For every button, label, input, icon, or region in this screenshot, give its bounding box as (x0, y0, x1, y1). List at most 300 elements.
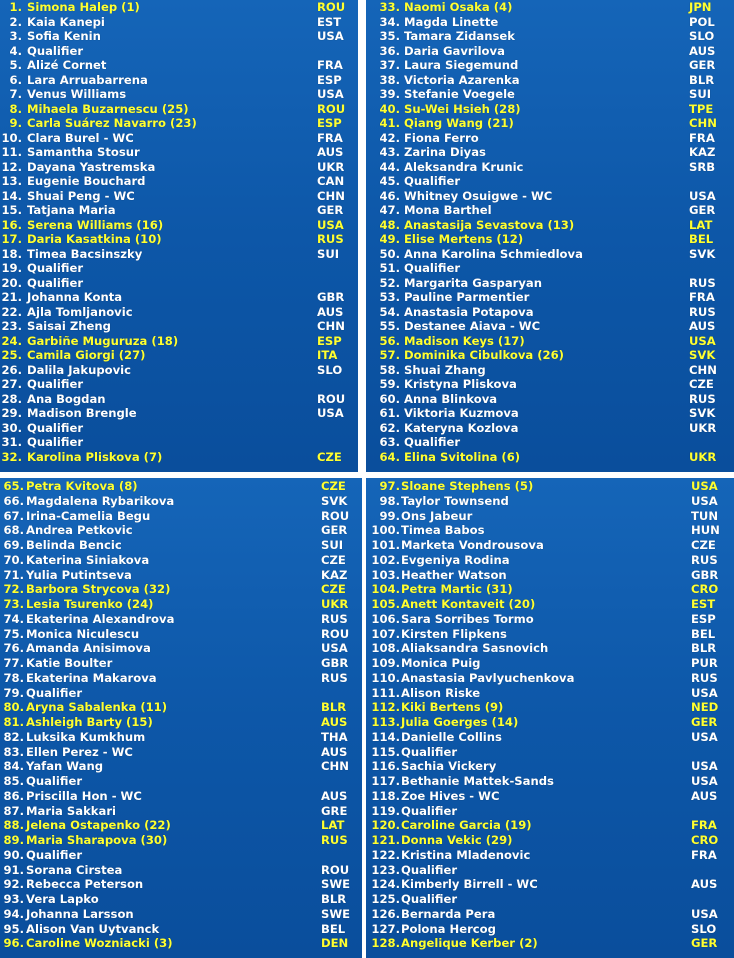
player-country-code: FRA (691, 847, 717, 862)
player-name: Amanda Anisimova (26, 641, 151, 656)
player-row (366, 44, 734, 59)
draw-position-number: 121. (371, 833, 400, 847)
draw-position-number: 23. (1, 319, 22, 333)
player-row (0, 877, 362, 892)
player-name: Danielle Collins (401, 729, 502, 744)
player-row (366, 553, 734, 568)
player-country-code: UKR (317, 159, 345, 174)
player-country-code: GBR (317, 290, 345, 304)
draw-position-number: 90. (3, 847, 24, 862)
player-name: Qualifier (26, 685, 83, 700)
player-row (0, 406, 358, 421)
player-name: Kirsten Flipkens (401, 626, 507, 641)
draw-position-number: 120. (371, 818, 400, 833)
draw-position-number: 61. (379, 406, 400, 420)
player-country-code: FRA (689, 290, 715, 304)
seeded-player-row (0, 700, 362, 715)
player-row (366, 145, 734, 160)
player-name: Destanee Aiava - WC (404, 319, 541, 333)
draw-position-number: 71. (3, 567, 24, 582)
seeded-player-row (0, 116, 358, 131)
draw-position-number: 34. (379, 14, 400, 29)
player-country-code: ESP (691, 611, 716, 626)
draw-position-number: 28. (1, 391, 22, 406)
player-country-code: ROU (321, 508, 350, 523)
player-country-code: RUS (321, 670, 348, 685)
draw-position-number: 21. (1, 290, 22, 304)
player-row (366, 363, 734, 378)
player-name: Dayana Yastremska (27, 159, 156, 174)
player-name: Petra Kvitova (8) (26, 479, 138, 493)
draw-position-number: 100. (371, 523, 400, 538)
player-country-code: SVK (321, 493, 348, 508)
player-row (366, 290, 734, 305)
player-country-code: ITA (317, 348, 338, 362)
draw-position-number: 29. (1, 406, 22, 420)
player-row (366, 759, 734, 774)
player-country-code: FRA (691, 818, 717, 833)
player-name: Yulia Putintseva (26, 567, 132, 582)
draw-position-number: 6. (9, 72, 22, 87)
player-country-code: LAT (321, 818, 345, 833)
draw-position-number: 25. (1, 348, 22, 362)
player-row (0, 29, 358, 44)
player-name: Priscilla Hon - WC (26, 788, 142, 803)
draw-position-number: 13. (1, 174, 22, 188)
draw-position-number: 62. (379, 420, 400, 435)
draw-position-number: 104. (371, 582, 400, 597)
draw-position-number: 52. (379, 275, 400, 290)
draw-position-number: 123. (371, 862, 400, 877)
player-country-code: CZE (321, 552, 346, 567)
player-name: Aleksandra Krunic (404, 159, 524, 174)
player-name: Magda Linette (404, 14, 499, 29)
player-name: Daria Gavrilova (404, 43, 505, 58)
draw-position-number: 43. (379, 145, 400, 159)
draw-position-number: 94. (3, 906, 24, 921)
draw-position-number: 63. (379, 435, 400, 449)
draw-position-number: 17. (1, 232, 22, 246)
draw-position-number: 82. (3, 729, 24, 744)
draw-position-number: 20. (1, 275, 22, 290)
seeded-player-row (366, 102, 734, 117)
player-country-code: SWE (321, 906, 351, 921)
player-row (0, 435, 358, 450)
player-country-code: AUS (317, 145, 344, 159)
player-row (0, 774, 362, 789)
player-name: Luksika Kumkhum (26, 729, 146, 744)
player-row (0, 247, 358, 262)
player-country-code: AUS (321, 744, 348, 759)
player-name: Naomi Osaka (4) (404, 0, 513, 14)
player-name: Zoe Hives - WC (401, 788, 500, 803)
player-country-code: ESP (317, 116, 342, 130)
draw-position-number: 11. (1, 145, 22, 159)
player-name: Margarita Gasparyan (404, 275, 543, 290)
player-name: Ekaterina Alexandrova (26, 611, 175, 626)
draw-position-number: 89. (3, 833, 24, 847)
draw-position-number: 75. (3, 626, 24, 641)
player-name: Garbiñe Muguruza (18) (27, 333, 179, 348)
player-country-code: UKR (689, 449, 717, 464)
player-name: Kiki Bertens (9) (401, 700, 504, 715)
player-name: Sachia Vickery (401, 759, 497, 774)
draw-position-number: 56. (379, 333, 400, 348)
seeded-player-row (0, 936, 362, 951)
player-row (366, 922, 734, 937)
seeded-player-row (366, 116, 734, 131)
player-row (0, 745, 362, 760)
seeded-player-row (366, 936, 734, 951)
seeded-player-row (366, 597, 734, 612)
player-name: Elina Svitolina (6) (404, 449, 521, 464)
player-row (366, 174, 734, 189)
player-row (0, 305, 358, 320)
player-country-code: CHN (689, 116, 717, 130)
draw-position-number: 84. (3, 759, 24, 774)
player-row (366, 641, 734, 656)
player-name: Qualifier (401, 803, 458, 818)
player-country-code: SUI (689, 87, 712, 101)
player-country-code: SLO (691, 921, 717, 936)
draw-panel-q2 (366, 0, 734, 472)
player-country-code: USA (317, 87, 344, 101)
draw-position-number: 116. (371, 759, 400, 774)
seeded-player-row (366, 582, 734, 597)
player-name: Yafan Wang (26, 759, 104, 774)
player-name: Caroline Wozniacki (3) (26, 936, 173, 951)
player-name: Tamara Zidansek (404, 29, 515, 43)
player-name: Johanna Konta (27, 290, 123, 304)
player-name: Monica Niculescu (26, 626, 140, 641)
draw-position-number: 109. (371, 656, 400, 670)
player-name: Fiona Ferro (404, 130, 479, 145)
player-row (366, 568, 734, 583)
player-row (0, 538, 362, 553)
player-row (0, 686, 362, 701)
player-country-code: SVK (689, 246, 716, 261)
player-row (366, 131, 734, 146)
player-name: Zarina Diyas (404, 145, 486, 159)
player-name: Kristyna Pliskova (404, 377, 517, 391)
draw-panel-q4 (366, 478, 734, 958)
player-row (366, 319, 734, 334)
player-row (366, 745, 734, 760)
player-row (0, 58, 358, 73)
draw-position-number: 98. (379, 493, 400, 508)
player-name: Angelique Kerber (2) (401, 936, 538, 951)
draw-panel-q3 (0, 478, 362, 958)
seeded-player-row (366, 218, 734, 233)
player-name: Vera Lapko (26, 892, 99, 906)
player-country-code: PUR (691, 656, 718, 670)
seeded-player-row (0, 218, 358, 233)
player-name: Whitney Osuigwe - WC (404, 188, 553, 203)
draw-position-number: 118. (371, 788, 400, 803)
draw-position-number: 105. (371, 597, 400, 611)
player-country-code: CZE (317, 449, 342, 464)
player-name: Barbora Strycova (32) (26, 582, 171, 597)
player-name: Magdalena Rybarikova (26, 493, 175, 508)
player-row (0, 789, 362, 804)
player-name: Monica Puig (401, 656, 481, 670)
player-row (366, 494, 734, 509)
player-name: Ajla Tomljanovic (27, 304, 133, 319)
seeded-player-row (366, 334, 734, 349)
draw-position-number: 111. (371, 685, 400, 700)
draw-position-number: 101. (371, 538, 400, 552)
player-name: Evgeniya Rodina (401, 552, 510, 567)
draw-position-number: 8. (9, 101, 22, 116)
player-country-code: AUS (691, 877, 718, 892)
draw-position-number: 80. (3, 700, 24, 715)
player-name: Sara Sorribes Tormo (401, 611, 534, 626)
player-country-code: CZE (321, 582, 346, 597)
draw-position-number: 69. (3, 538, 24, 552)
draw-position-number: 38. (379, 72, 400, 87)
player-country-code: RUS (689, 304, 716, 319)
player-country-code: BLR (691, 641, 717, 656)
player-name: Qualifier (27, 435, 84, 449)
draw-position-number: 45. (379, 174, 400, 188)
player-country-code: DEN (321, 936, 349, 951)
player-country-code: USA (691, 759, 718, 774)
player-country-code: RUS (317, 232, 344, 246)
player-country-code: SWE (321, 877, 351, 892)
player-name: Aryna Sabalenka (11) (26, 700, 168, 715)
player-row (366, 523, 734, 538)
player-row (366, 189, 734, 204)
player-row (0, 15, 358, 30)
player-country-code: SUI (317, 246, 340, 261)
draw-position-number: 77. (3, 656, 24, 670)
player-name: Pauline Parmentier (404, 290, 530, 304)
seeded-player-row (0, 0, 358, 15)
draw-position-number: 76. (3, 641, 24, 656)
player-country-code: SLO (689, 29, 715, 43)
player-country-code: BLR (321, 892, 347, 906)
draw-position-number: 126. (371, 906, 400, 921)
player-name: Caroline Garcia (19) (401, 818, 532, 833)
player-name: Daria Kasatkina (10) (27, 232, 162, 246)
draw-position-number: 88. (3, 818, 24, 833)
player-name: Taylor Townsend (401, 493, 509, 508)
draw-position-number: 110. (371, 670, 400, 685)
draw-position-number: 112. (371, 700, 400, 715)
player-name: Anna Karolina Schmiedlova (404, 246, 583, 261)
player-row (366, 538, 734, 553)
player-row (366, 730, 734, 745)
player-row (366, 421, 734, 436)
player-country-code: AUS (689, 319, 716, 333)
player-row (0, 848, 362, 863)
player-name: Jelena Ostapenko (22) (26, 818, 171, 833)
draw-position-number: 49. (379, 232, 400, 246)
player-row (0, 87, 358, 102)
player-row (366, 261, 734, 276)
draw-position-number: 47. (379, 203, 400, 217)
player-name: Shuai Peng - WC (27, 188, 135, 203)
seeded-player-row (366, 715, 734, 730)
player-name: Madison Brengle (27, 406, 137, 420)
player-name: Laura Siegemund (404, 58, 519, 72)
draw-position-number: 96. (3, 936, 24, 951)
player-country-code: GER (689, 203, 716, 217)
player-country-code: CZE (689, 377, 714, 391)
player-country-code: USA (691, 774, 718, 788)
player-country-code: TUN (691, 508, 719, 523)
draw-position-number: 102. (371, 552, 400, 567)
seeded-player-row (0, 334, 358, 349)
player-row (0, 656, 362, 671)
player-name: Mihaela Buzarnescu (25) (27, 101, 189, 116)
player-name: Qualifier (401, 862, 458, 877)
player-name: Ashleigh Barty (15) (26, 715, 153, 729)
draw-position-number: 48. (379, 217, 400, 232)
player-name: Elise Mertens (12) (404, 232, 524, 246)
player-name: Kateryna Kozlova (404, 420, 519, 435)
player-row (0, 290, 358, 305)
player-row (366, 87, 734, 102)
player-name: Sloane Stephens (5) (401, 479, 534, 493)
seeded-player-row (366, 0, 734, 15)
player-name: Qualifier (401, 892, 458, 906)
draw-position-number: 54. (379, 304, 400, 319)
player-row (366, 686, 734, 701)
player-name: Stefanie Voegele (404, 87, 515, 101)
player-country-code: GER (689, 58, 716, 72)
draw-position-number: 50. (379, 246, 400, 261)
player-country-code: CZE (691, 538, 716, 552)
player-name: Kristina Mladenovic (401, 847, 531, 862)
draw-position-number: 125. (371, 892, 400, 906)
player-name: Dalila Jakupovic (27, 362, 131, 377)
player-row (0, 203, 358, 218)
draw-position-number: 18. (1, 246, 22, 261)
player-country-code: FRA (317, 130, 343, 145)
player-country-code: BLR (321, 700, 347, 715)
draw-position-number: 87. (3, 803, 24, 818)
player-name: Aliaksandra Sasnovich (401, 641, 549, 656)
player-row (0, 922, 362, 937)
player-country-code: SUI (321, 538, 344, 552)
player-country-code: USA (321, 641, 348, 656)
draw-position-number: 3. (9, 29, 22, 43)
player-name: Saisai Zheng (27, 319, 111, 333)
draw-position-number: 39. (379, 87, 400, 101)
player-name: Carla Suárez Navarro (23) (27, 116, 197, 130)
player-name: Anett Kontaveit (20) (401, 597, 536, 611)
draw-position-number: 114. (371, 729, 400, 744)
player-name: Timea Babos (401, 523, 485, 538)
player-row (0, 671, 362, 686)
player-country-code: SVK (689, 406, 716, 420)
draw-position-number: 59. (379, 377, 400, 391)
seeded-player-row (0, 597, 362, 612)
player-row (366, 203, 734, 218)
draw-position-number: 86. (3, 788, 24, 803)
player-name: Andrea Petkovic (26, 523, 133, 538)
draw-position-number: 97. (379, 479, 400, 493)
player-row (0, 553, 362, 568)
draw-position-number: 55. (379, 319, 400, 333)
seeded-player-row (0, 582, 362, 597)
player-row (0, 804, 362, 819)
draw-position-number: 91. (3, 862, 24, 877)
player-name: Sofia Kenin (27, 29, 101, 43)
player-country-code: LAT (689, 217, 713, 232)
player-row (366, 612, 734, 627)
player-country-code: EST (691, 597, 716, 611)
player-country-code: GBR (691, 567, 719, 582)
seeded-player-row (366, 232, 734, 247)
draw-position-number: 1. (9, 0, 22, 14)
player-row (366, 305, 734, 320)
player-row (366, 656, 734, 671)
player-name: Camila Giorgi (27) (27, 348, 146, 362)
player-name: Mona Barthel (404, 203, 492, 217)
draw-position-number: 103. (371, 567, 400, 582)
player-name: Anna Blinkova (404, 391, 498, 406)
draw-position-number: 79. (3, 685, 24, 700)
player-country-code: FRA (317, 58, 343, 72)
player-row (366, 247, 734, 262)
player-row (0, 377, 358, 392)
player-country-code: HUN (691, 523, 720, 538)
draw-position-number: 30. (1, 420, 22, 435)
player-row (0, 261, 358, 276)
player-country-code: CZE (321, 479, 346, 493)
player-name: Qualifier (26, 847, 83, 862)
player-name: Johanna Larsson (26, 906, 134, 921)
seeded-player-row (0, 715, 362, 730)
draw-position-number: 128. (371, 936, 400, 951)
player-country-code: FRA (689, 130, 715, 145)
player-name: Su-Wei Hsieh (28) (404, 101, 521, 116)
player-name: Qualifier (401, 744, 458, 759)
player-name: Qiang Wang (21) (404, 116, 514, 130)
player-country-code: CRO (691, 833, 719, 847)
seeded-player-row (0, 479, 362, 494)
draw-position-number: 51. (379, 261, 400, 275)
player-country-code: RUS (321, 611, 348, 626)
player-name: Rebecca Peterson (26, 877, 144, 892)
draw-position-number: 65. (3, 479, 24, 493)
draw-position-number: 46. (379, 188, 400, 203)
player-country-code: CRO (691, 582, 719, 597)
player-name: Eugenie Bouchard (27, 174, 146, 188)
player-row (0, 44, 358, 59)
draw-position-number: 7. (9, 87, 22, 101)
player-country-code: USA (317, 29, 344, 43)
draw-position-number: 81. (3, 715, 24, 729)
player-name: Karolina Pliskova (7) (27, 449, 163, 464)
player-row (366, 892, 734, 907)
player-country-code: ROU (321, 862, 350, 877)
draw-position-number: 15. (1, 203, 22, 217)
player-country-code: CHN (689, 362, 717, 377)
player-country-code: AUS (691, 788, 718, 803)
player-name: Bernarda Pera (401, 906, 496, 921)
draw-position-number: 37. (379, 58, 400, 72)
player-name: Serena Williams (16) (27, 217, 164, 232)
player-name: Qualifier (404, 435, 461, 449)
seeded-player-row (0, 348, 358, 363)
draw-position-number: 73. (3, 597, 24, 611)
player-name: Polona Hercog (401, 921, 496, 936)
player-row (0, 319, 358, 334)
draw-position-number: 5. (9, 58, 22, 72)
